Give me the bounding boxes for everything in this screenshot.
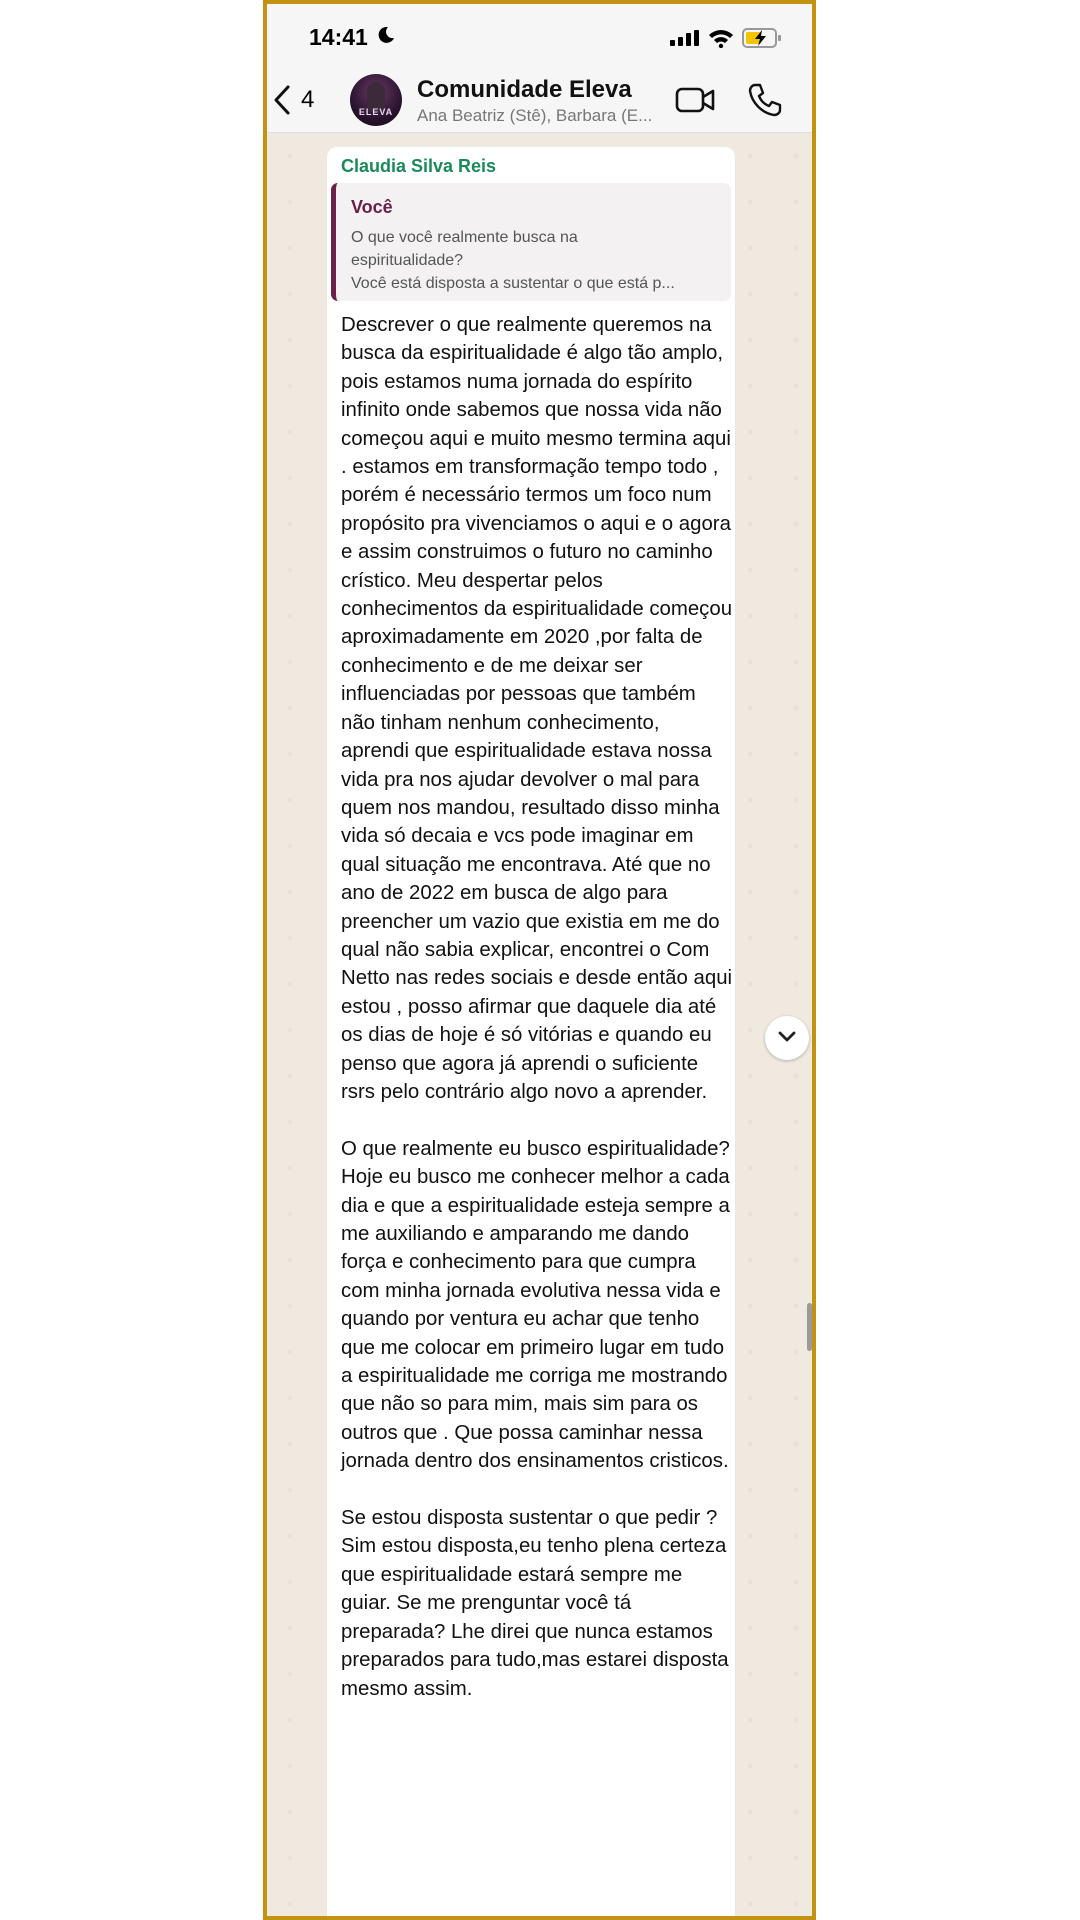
group-members[interactable]: Ana Beatriz (Stê), Barbara (E... xyxy=(417,106,653,125)
chevron-down-icon xyxy=(777,1030,797,1044)
back-button[interactable] xyxy=(273,82,333,118)
signal-icon xyxy=(670,30,700,46)
chat-area[interactable] xyxy=(267,133,812,1916)
phone-icon[interactable] xyxy=(747,82,783,118)
battery-charging-icon xyxy=(742,28,782,48)
quoted-line-3: Você está disposta a sustentar o que está p... xyxy=(351,275,675,292)
chat-header xyxy=(267,68,812,133)
quoted-message[interactable] xyxy=(331,183,731,301)
message-text: Descrever o que realmente queremos na busca da espiritualidade é algo tão amplo, pois estamos numa jornada do espírito infinito onde sabemos que nossa vida não começou aqui e muito mesmo termina aqui . estamos em transformação tempo todo , porém é necessário termos um foco num propósito pra vivenciamos o aqui e o agora e assim construimos o futuro no caminho crístico. Meu despertar pelos conhecimentos da espiritualidade começou aproximadamente em 2020 ,por falta de conhecimento e de me deixar ser influenciadas por pessoas que também não tinham nenhum conhecimento, aprendi que espiritualidade estava nossa vida pra nos ajudar devolver o mal para quem nos mandou, resultado disso minha vida só decaia e vcs pode imaginar em qual situação me encontrava. Até que no ano de 2022 em busca de algo para preencher um vazio que existia em me do qual não sabia explicar, encontrei o Com Netto nas redes sociais e desde então aqui estou , posso afirmar que daquele dia até os dias de hoje é só vitórias e quando eu penso que agora já aprendi o suficiente rsrs pelo contrário algo novo a aprender. O que realmente eu busco espiritualidade? Hoje eu busco me conhecer melhor a cada dia e que a espiritualidade esteja sempre a me auxiliando e amparando me dando força e conhecimento para que cumpra com minha jornada evolutiva nessa vida e quando por ventura eu achar que tenho que me colocar em primeiro lugar em tudo a espiritualidade me corriga me mostrando que não so para mim, mais sim para os outros que . Que possa caminhar nessa jornada dentro dos ensinamentos cristicos. Se estou disposta sustentar o que pedir ? Sim estou disposta,eu tenho plena certeza que espiritualidade estará sempre me guiar. Se me prenguntar você tá preparada? Lhe direi que nunca estamos preparados para tudo,mas estarei disposta mesmo assim. xyxy=(341,314,733,1700)
message-bubble[interactable] xyxy=(327,147,735,1916)
group-avatar[interactable] xyxy=(350,74,402,126)
avatar-logo-text: ELEVA xyxy=(358,107,394,117)
back-chevron-icon xyxy=(273,85,291,115)
wifi-icon xyxy=(708,28,734,48)
scroll-to-bottom-button[interactable] xyxy=(765,1016,809,1060)
unread-count: 4 xyxy=(301,86,315,113)
phone-frame xyxy=(263,0,816,1920)
moon-icon xyxy=(377,26,395,44)
message-sender[interactable]: Claudia Silva Reis xyxy=(341,156,497,176)
scrollbar[interactable] xyxy=(807,1303,812,1351)
quoted-line-1: O que você realmente busca na xyxy=(351,229,578,246)
status-time: 14:41 xyxy=(309,24,368,50)
video-call-icon[interactable] xyxy=(675,84,715,116)
quoted-line-2: espiritualidade? xyxy=(351,252,464,269)
group-name[interactable]: Comunidade Eleva xyxy=(417,76,632,103)
quoted-author: Você xyxy=(351,197,393,217)
status-bar xyxy=(267,4,812,68)
